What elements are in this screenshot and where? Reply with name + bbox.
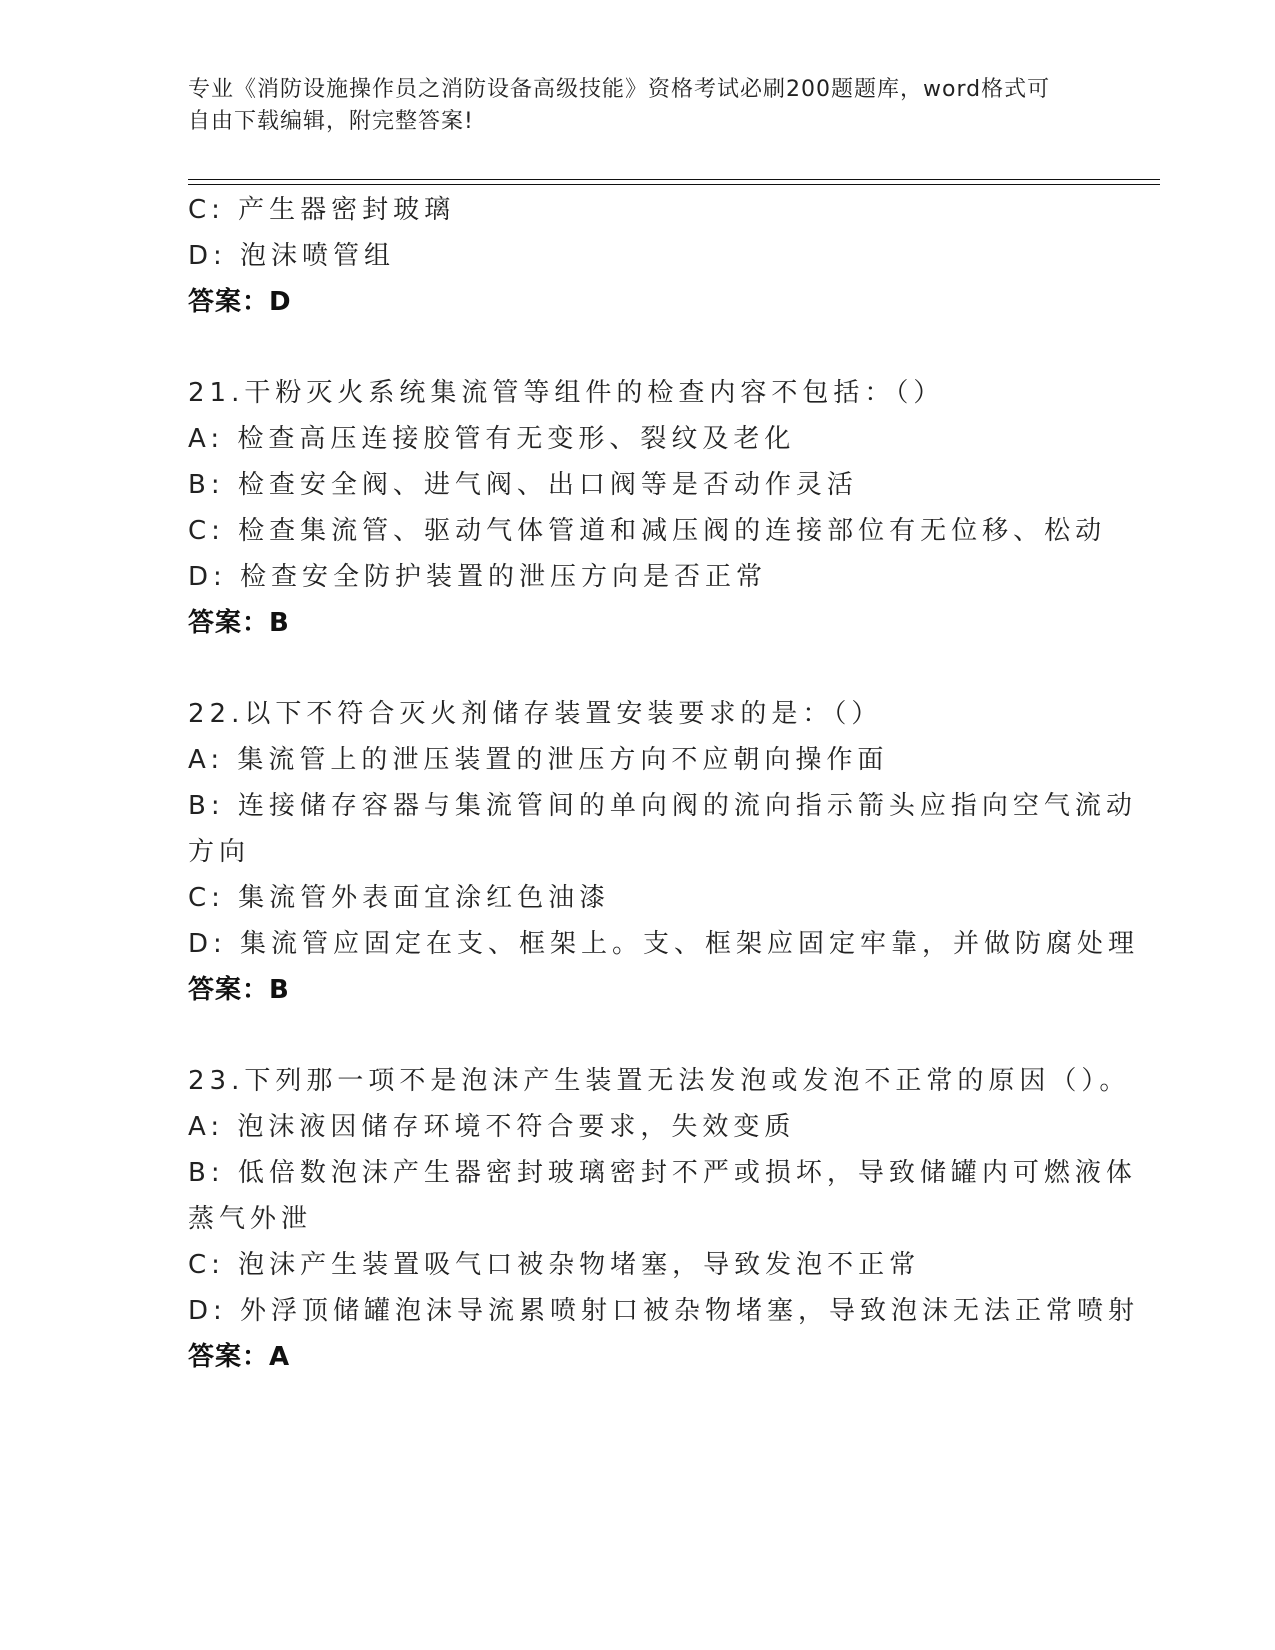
- option-d: D: 集流管应固定在支、框架上。支、框架应固定牢靠，并做防腐处理: [188, 929, 1140, 959]
- option-b-line2: 蒸气外泄: [188, 1204, 313, 1234]
- question-21: [188, 370, 1107, 646]
- document-header: 专业《消防设施操作员之消防设备高级技能》资格考试必刷200题题库，word格式可自由下载编辑，附完整答案!: [188, 77, 1051, 134]
- header-divider-bottom: [188, 184, 1160, 185]
- question-stem: 23.下列那一项不是泡沫产生装置无法发泡或发泡不正常的原因（）。: [188, 1066, 1131, 1096]
- spacer: [188, 646, 1088, 691]
- option-d: D: 外浮顶储罐泡沫导流累喷射口被杂物堵塞，导致泡沫无法正常喷射: [188, 1296, 1140, 1326]
- option-a: A: 集流管上的泄压装置的泄压方向不应朝向操作面: [188, 745, 889, 775]
- answer: 答案：D: [188, 287, 292, 317]
- option-a: A: 检查高压连接胶管有无变形、裂纹及老化: [188, 424, 796, 454]
- question-22: [188, 691, 1140, 1013]
- option-c: C: 检查集流管、驱动气体管道和减压阀的连接部位有无位移、松动: [188, 516, 1107, 546]
- option-d: D: 检查安全防护装置的泄压方向是否正常: [188, 562, 768, 592]
- answer: 答案：B: [188, 608, 290, 638]
- spacer: [188, 325, 1088, 370]
- option-b-line2: 方向: [188, 837, 251, 867]
- answer: 答案：B: [188, 975, 290, 1005]
- question-stem: 22.以下不符合灭火剂储存装置安装要求的是：（）: [188, 699, 883, 729]
- option-a: A: 泡沫液因储存环境不符合要求，失效变质: [188, 1112, 796, 1142]
- option-d: D: 泡沫喷管组: [188, 241, 396, 271]
- option-b-line1: B: 连接储存容器与集流管间的单向阀的流向指示箭头应指向空气流动: [188, 791, 1137, 821]
- option-b: B: 检查安全阀、进气阀、出口阀等是否动作灵活: [188, 470, 858, 500]
- option-c: C: 泡沫产生装置吸气口被杂物堵塞，导致发泡不正常: [188, 1250, 921, 1280]
- spacer: [188, 1013, 1088, 1058]
- header-divider-top: [188, 179, 1160, 180]
- option-b-line1: B: 低倍数泡沫产生器密封玻璃密封不严或损坏，导致储罐内可燃液体: [188, 1158, 1137, 1188]
- option-c: C: 集流管外表面宜涂红色油漆: [188, 883, 611, 913]
- answer: 答案：A: [188, 1342, 291, 1372]
- question-stem: 21.干粉灭火系统集流管等组件的检查内容不包括：（）: [188, 378, 945, 408]
- question-list: [188, 187, 1140, 1380]
- question-23: [188, 1058, 1140, 1380]
- option-c: C: 产生器密封玻璃: [188, 195, 456, 225]
- question-20: [188, 187, 1088, 325]
